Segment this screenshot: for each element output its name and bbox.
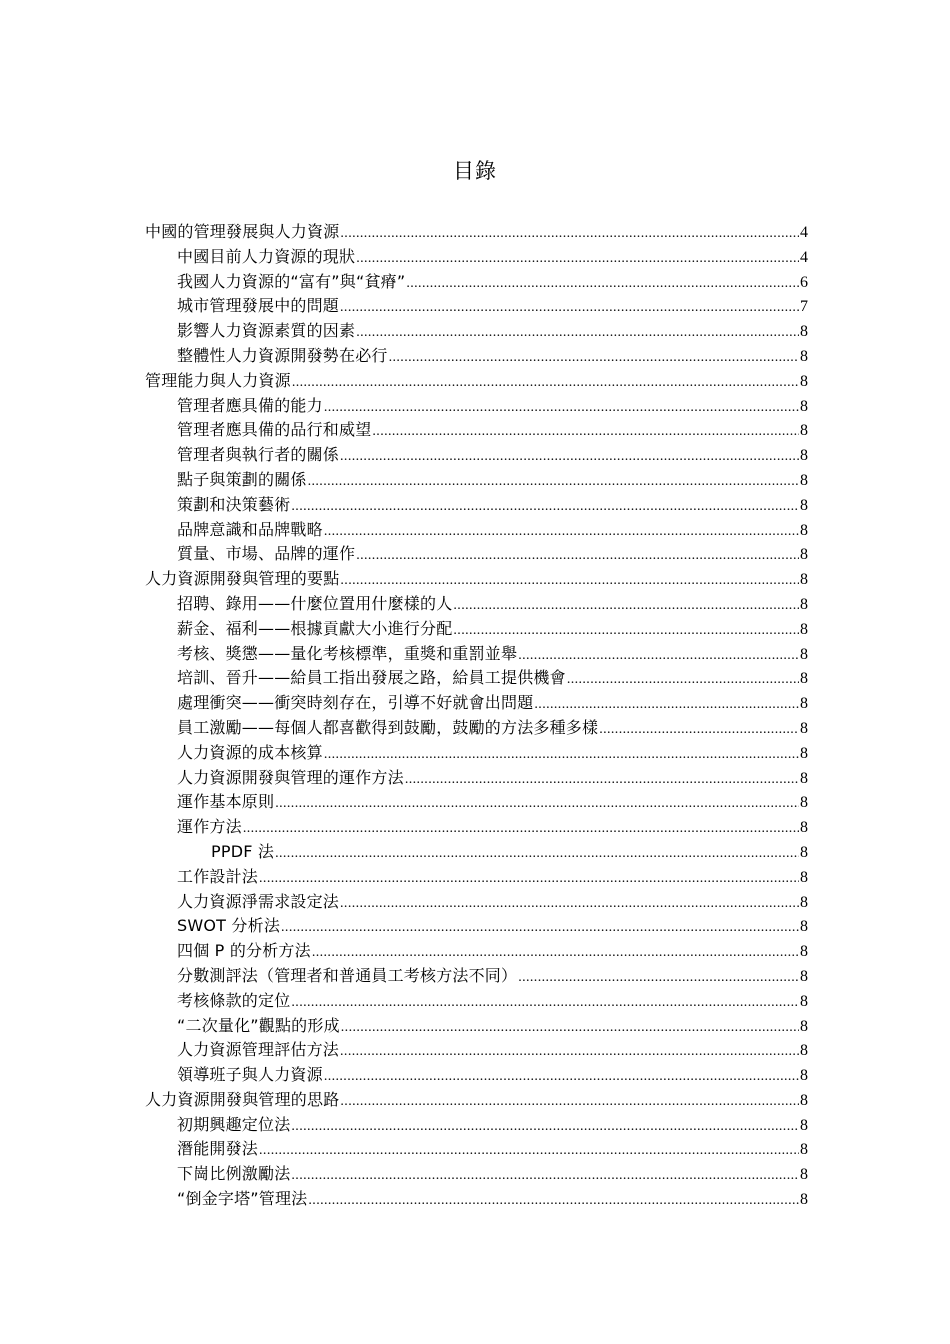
toc-page-number: 8: [800, 496, 808, 514]
toc-page-number: 8: [800, 1067, 808, 1085]
toc-dot-leader: [340, 569, 799, 592]
toc-entry-title: 員工激勵——每個人都喜歡得到鼓勵，鼓勵的方法多種多樣: [177, 717, 599, 737]
toc-dot-leader: [324, 520, 799, 543]
toc-page-number: 4: [800, 248, 808, 266]
toc-entry[interactable]: [145, 691, 808, 716]
toc-page-number: 8: [800, 447, 808, 465]
toc-page-number: 8: [800, 943, 808, 961]
toc-dot-leader: [341, 1016, 799, 1039]
toc-page-number: 8: [800, 744, 808, 762]
toc-entry-title: 運作基本原則: [177, 792, 275, 812]
toc-entry-title: 培訓、晉升——給員工指出發展之路，給員工提供機會: [177, 668, 566, 688]
toc-dot-leader: [291, 495, 799, 518]
toc-entry-title: 中國的管理發展與人力資源: [145, 222, 340, 241]
toc-entry-title: 處理衝突——衝突時刻存在，引導不好就會出問題: [177, 693, 534, 713]
toc-entry-title: 管理者應具備的品行和威望: [177, 420, 372, 440]
toc-dot-leader: [324, 1065, 799, 1088]
toc-page-number: 8: [800, 1141, 808, 1159]
toc-page-number: 8: [800, 1116, 808, 1134]
toc-page-number: 8: [800, 719, 808, 737]
toc-page-number: 8: [800, 893, 808, 911]
toc-page-number: 8: [800, 645, 808, 663]
toc-dot-leader: [340, 1090, 799, 1113]
toc-dot-leader: [308, 1189, 799, 1212]
toc-dot-leader: [324, 396, 799, 419]
toc-dot-leader: [518, 966, 799, 989]
toc-entry[interactable]: [145, 270, 808, 295]
toc-page-number: 8: [800, 571, 808, 589]
toc-entry[interactable]: [145, 394, 808, 419]
toc-page-number: 8: [800, 1042, 808, 1060]
toc-entry-title: 策劃和決策藝術: [177, 494, 291, 514]
toc-dot-leader: [518, 644, 799, 667]
toc-dot-leader: [312, 941, 799, 964]
toc-page-number: 8: [800, 422, 808, 440]
toc-entry-title: 人力資源開發與管理的運作方法: [177, 767, 404, 787]
toc-entry[interactable]: [145, 369, 808, 394]
toc-list: [145, 220, 808, 1212]
toc-entry-title: 人力資源淨需求設定法: [177, 891, 340, 911]
toc-entry-title: 運作方法: [177, 817, 242, 837]
toc-entry-title: 品牌意識和品牌戰略: [177, 519, 323, 539]
toc-entry[interactable]: [145, 319, 808, 344]
toc-entry-title: 管理能力與人力資源: [145, 370, 291, 390]
toc-entry-title: “二次量化”觀點的形成: [177, 1015, 340, 1035]
toc-page-number: 8: [800, 794, 808, 812]
toc-entry[interactable]: [145, 642, 808, 667]
toc-entry[interactable]: [145, 666, 808, 691]
toc-page-number: 8: [800, 819, 808, 837]
toc-page-number: 8: [800, 521, 808, 539]
toc-entry[interactable]: [145, 766, 808, 791]
toc-dot-leader: [275, 792, 799, 815]
toc-page-number: 8: [800, 1017, 808, 1035]
toc-dot-leader: [243, 817, 799, 840]
toc-dot-leader: [291, 1164, 799, 1187]
toc-entry[interactable]: [145, 741, 808, 766]
toc-dot-leader: [599, 718, 799, 741]
toc-dot-leader: [292, 371, 799, 394]
toc-dot-leader: [324, 743, 799, 766]
toc-entry[interactable]: [145, 1063, 808, 1088]
toc-page-number: 7: [800, 298, 808, 316]
toc-page-number: 8: [800, 967, 808, 985]
toc-entry-title: 中國目前人力資源的現狀: [177, 246, 356, 266]
toc-entry-title: 潛能開發法: [177, 1139, 259, 1159]
toc-entry[interactable]: [145, 716, 808, 741]
toc-page-number: 8: [800, 620, 808, 638]
toc-entry[interactable]: [145, 890, 808, 915]
toc-page-number: 8: [800, 397, 808, 415]
toc-dot-leader: [356, 321, 799, 344]
toc-entry-title: 領導班子與人力資源: [177, 1065, 323, 1085]
toc-page-number: 8: [800, 843, 808, 861]
toc-entry-title: 質量、市場、品牌的運作: [177, 544, 356, 564]
toc-dot-leader: [372, 420, 799, 443]
toc-entry[interactable]: [145, 1038, 808, 1063]
toc-dot-leader: [356, 247, 799, 270]
toc-dot-leader: [340, 445, 799, 468]
toc-entry[interactable]: [145, 1113, 808, 1138]
toc-dot-leader: [281, 916, 799, 939]
toc-page-number: 8: [800, 992, 808, 1010]
toc-page-number: 4: [800, 224, 808, 241]
toc-entry-title: 人力資源開發與管理的要點: [145, 569, 340, 589]
toc-entry[interactable]: [145, 418, 808, 443]
toc-dot-leader: [340, 892, 799, 915]
toc-entry-title: 城市管理發展中的問題: [177, 296, 340, 316]
toc-entry[interactable]: [145, 245, 808, 270]
toc-page-number: 8: [800, 595, 808, 613]
toc-title: 目錄: [453, 159, 497, 183]
toc-page-number: 8: [800, 769, 808, 787]
toc-dot-leader: [259, 867, 799, 890]
toc-entry[interactable]: [145, 1088, 808, 1113]
toc-entry[interactable]: [145, 617, 808, 642]
toc-entry-title: 整體性人力資源開發勢在必行: [177, 345, 388, 365]
toc-entry[interactable]: [145, 468, 808, 493]
toc-entry[interactable]: [145, 220, 808, 245]
toc-dot-leader: [405, 768, 799, 791]
toc-dot-leader: [291, 1115, 799, 1138]
toc-page-number: 8: [800, 868, 808, 886]
toc-dot-leader: [567, 668, 799, 691]
toc-page-number: 8: [800, 918, 808, 936]
toc-entry-title: 管理者與執行者的關係: [177, 445, 340, 465]
toc-entry[interactable]: [145, 939, 808, 964]
toc-entry[interactable]: [145, 964, 808, 989]
toc-entry-title: 分數測評法（管理者和普通員工考核方法不同）: [177, 965, 518, 985]
toc-entry-title: 我國人力資源的“富有”與“貧瘠”: [177, 271, 406, 291]
toc-entry-title: 點子與策劃的關係: [177, 469, 307, 489]
toc-entry[interactable]: [145, 518, 808, 543]
toc-dot-leader: [534, 693, 799, 716]
toc-page-number: 8: [800, 372, 808, 390]
toc-entry[interactable]: [145, 493, 808, 518]
toc-entry[interactable]: [145, 592, 808, 617]
toc-dot-leader: [389, 346, 799, 369]
toc-entry[interactable]: [145, 989, 808, 1014]
toc-entry-title: 初期興趣定位法: [177, 1114, 291, 1134]
toc-dot-leader: [453, 619, 799, 642]
toc-entry[interactable]: [145, 344, 808, 369]
toc-entry[interactable]: [145, 790, 808, 815]
toc-entry-title: 下崗比例激勵法: [177, 1164, 291, 1184]
toc-dot-leader: [291, 991, 799, 1014]
toc-page-number: 8: [800, 670, 808, 688]
toc-dot-leader: [308, 470, 799, 493]
toc-entry-title: 薪金、福利——根據貢獻大小進行分配: [177, 618, 453, 638]
toc-entry[interactable]: [145, 815, 808, 840]
toc-entry-title: 人力資源管理評估方法: [177, 1040, 340, 1060]
toc-entry-title: 影響人力資源素質的因素: [177, 321, 356, 341]
toc-entry-title: 人力資源的成本核算: [177, 742, 323, 762]
toc-page-number: 8: [800, 1191, 808, 1209]
toc-entry[interactable]: [145, 443, 808, 468]
toc-dot-leader: [340, 1040, 799, 1063]
toc-dot-leader: [356, 544, 799, 567]
toc-dot-leader: [340, 222, 799, 245]
toc-page-number: 8: [800, 695, 808, 713]
toc-entry-title: 管理者應具備的能力: [177, 395, 323, 415]
toc-entry[interactable]: [145, 294, 808, 319]
toc-entry[interactable]: [145, 840, 808, 865]
toc-entry[interactable]: [145, 1137, 808, 1162]
toc-page-number: 8: [800, 1091, 808, 1109]
toc-entry[interactable]: [145, 1187, 808, 1212]
toc-entry-title: 工作設計法: [177, 866, 259, 886]
toc-entry-title: 考核條款的定位: [177, 990, 291, 1010]
toc-entry-title: 四個 P 的分析方法: [177, 941, 311, 961]
toc-entry[interactable]: [145, 914, 808, 939]
toc-dot-leader: [453, 594, 799, 617]
toc-page-number: 6: [800, 273, 808, 291]
toc-page-number: 8: [800, 546, 808, 564]
toc-entry-title: “倒金字塔”管理法: [177, 1189, 308, 1209]
toc-dot-leader: [259, 1139, 799, 1162]
toc-entry-title: SWOT 分析法: [177, 916, 281, 936]
toc-entry[interactable]: [145, 542, 808, 567]
toc-page-number: 8: [800, 347, 808, 365]
toc-dot-leader: [275, 842, 799, 865]
toc-entry[interactable]: [145, 1162, 808, 1187]
toc-page-number: 8: [800, 471, 808, 489]
toc-entry[interactable]: [145, 865, 808, 890]
toc-entry-title: 人力資源開發與管理的思路: [145, 1089, 340, 1109]
toc-page-number: 8: [800, 1166, 808, 1184]
toc-dot-leader: [406, 272, 799, 295]
toc-entry-title: 招聘、錄用——什麼位置用什麼樣的人: [177, 593, 453, 613]
toc-entry[interactable]: [145, 1014, 808, 1039]
toc-entry-title: 考核、獎懲——量化考核標準，重獎和重罰並舉: [177, 643, 518, 663]
toc-dot-leader: [340, 296, 799, 319]
toc-entry-title: PPDF 法: [211, 841, 275, 861]
toc-entry[interactable]: [145, 567, 808, 592]
toc-page-number: 8: [800, 323, 808, 341]
